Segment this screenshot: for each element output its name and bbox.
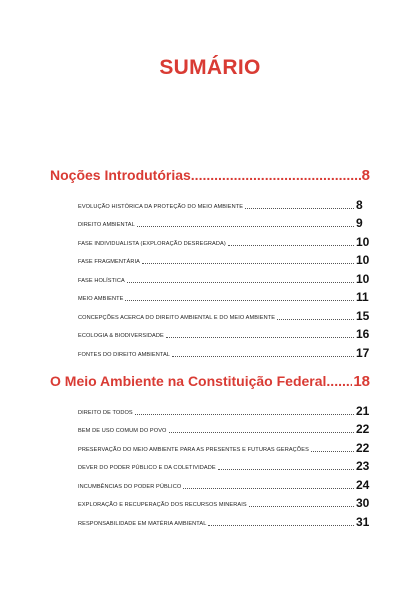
- dot-leader: [142, 263, 354, 264]
- toc-entry[interactable]: [78, 455, 370, 474]
- dot-leader: [172, 356, 354, 357]
- section-title: Noções Introdutórias: [50, 167, 191, 183]
- toc-entry-label: CONCEPÇÕES ACERCA DO DIREITO AMBIENTAL E DO MEIO AMBIENTE: [78, 314, 276, 321]
- dot-leader: [218, 469, 354, 470]
- toc-entry[interactable]: [78, 267, 370, 286]
- dot-leader: [326, 373, 352, 389]
- toc-entry-label: MEIO AMBIENTE: [78, 296, 124, 302]
- toc-entry[interactable]: [78, 286, 370, 305]
- toc-entry-page: 10: [356, 253, 370, 267]
- section-page-number: 18: [353, 373, 370, 390]
- toc-entry[interactable]: [78, 212, 370, 231]
- toc-entry-label: DIREITO AMBIENTAL: [78, 222, 135, 228]
- page-title: SUMÁRIO: [159, 56, 261, 79]
- dot-leader: [137, 226, 354, 227]
- dot-leader: [249, 506, 354, 507]
- dot-leader: [191, 167, 361, 183]
- toc-entry-label: INCUMBÊNCIAS DO PODER PÚBLICO: [78, 483, 182, 490]
- toc-entry-page: 10: [356, 234, 370, 249]
- dot-leader: [166, 337, 354, 338]
- toc-entry[interactable]: [78, 230, 370, 249]
- section-heading[interactable]: [50, 373, 370, 393]
- toc-entry-label: FASE INDIVIDUALISTA (EXPLORAÇÃO DESREGRADA): [78, 240, 226, 247]
- toc-entry-label: ECOLOGIA & BIODIVERSIDADE: [78, 333, 164, 339]
- toc-entry-label: RESPONSABILIDADE EM MATÉRIA AMBIENTAL: [78, 520, 207, 527]
- dot-leader: [169, 432, 355, 433]
- toc-entry-label: PRESERVAÇÃO DO MEIO AMBIENTE PARA AS PRESENTES E FUTURAS GERAÇÕES: [78, 446, 309, 453]
- toc-entry-label: FONTES DO DIREITO AMBIENTAL: [78, 351, 171, 358]
- toc-entry-page: 9: [356, 216, 363, 230]
- toc-entry[interactable]: [78, 341, 370, 360]
- toc-entry[interactable]: [78, 399, 370, 418]
- toc-section-meio-ambiente-constituicao: [50, 373, 370, 529]
- toc-entry-page: 17: [356, 345, 370, 360]
- toc-entry[interactable]: [78, 492, 370, 511]
- section-heading[interactable]: [50, 167, 370, 187]
- toc-entry-page: 22: [356, 422, 370, 436]
- dot-leader: [245, 208, 354, 209]
- toc-entry-label: DIREITO DE TODOS: [78, 409, 133, 416]
- toc-entry-label: DEVER DO PODER PÚBLICO E DA COLETIVIDADE: [78, 465, 216, 471]
- dot-leader: [135, 414, 354, 415]
- toc-entry-page: 21: [356, 403, 370, 418]
- toc-entry[interactable]: [78, 304, 370, 323]
- toc-entry-page: 16: [356, 327, 370, 341]
- section-title: O Meio Ambiente na Constituição Federal: [50, 373, 327, 389]
- toc-entry-page: 24: [356, 477, 370, 492]
- toc-entry[interactable]: [78, 436, 370, 455]
- dot-leader: [183, 488, 354, 489]
- toc-entry-page: 10: [356, 271, 370, 286]
- toc-entry-label: EVOLUÇÃO HISTÓRICA DA PROTEÇÃO DO MEIO AMBIENTE: [78, 203, 244, 210]
- toc-entry[interactable]: [78, 193, 370, 212]
- dot-leader: [228, 245, 354, 246]
- toc-entry-page: 30: [356, 496, 370, 510]
- toc-entry-label: EXPLORAÇÃO E RECUPERAÇÃO DOS RECURSOS MINERAIS: [78, 502, 247, 508]
- toc-section-nocoes-introdutorias: [50, 167, 370, 360]
- dot-leader: [208, 525, 354, 526]
- toc-entry[interactable]: [78, 473, 370, 492]
- toc-entry[interactable]: [78, 418, 370, 437]
- dot-leader: [277, 319, 354, 320]
- toc-entry[interactable]: [78, 510, 370, 529]
- toc-entry-page: 15: [356, 308, 370, 323]
- toc-entry-page: 8: [356, 197, 363, 212]
- toc-entry-label: FASE FRAGMENTÁRIA: [78, 259, 140, 265]
- toc-entry-label: BEM DE USO COMUM DO POVO: [78, 428, 167, 434]
- toc-entry-page: 31: [356, 514, 370, 529]
- toc-entry-page: 11: [356, 290, 369, 304]
- dot-leader: [311, 451, 354, 452]
- toc-entry-label: FASE HOLÍSTICA: [78, 277, 125, 284]
- dot-leader: [127, 282, 354, 283]
- toc-entry[interactable]: [78, 323, 370, 342]
- dot-leader: [125, 300, 354, 301]
- toc-entry[interactable]: [78, 249, 370, 268]
- section-page-number: 8: [361, 167, 370, 184]
- toc-entry-page: 23: [356, 459, 370, 473]
- toc-entry-page: 22: [356, 440, 370, 455]
